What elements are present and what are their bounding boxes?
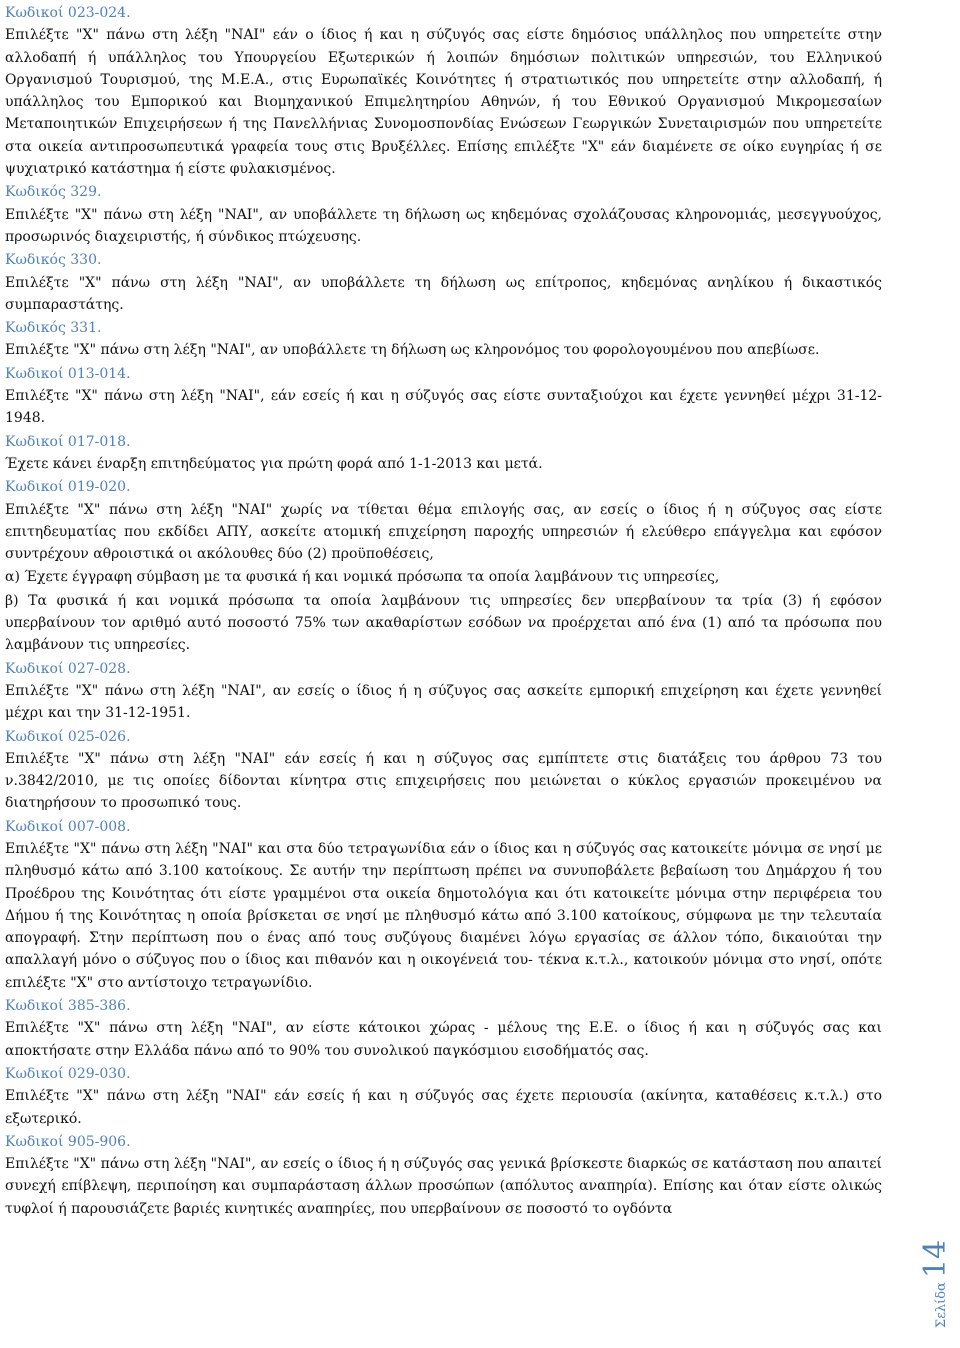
section-905-906	[5, 1131, 882, 1220]
section-385-386	[5, 995, 882, 1062]
section-paragraph: Επιλέξτε "Χ" πάνω στη λέξη "ΝΑΙ" εάν εσείς ή και η σύζυγός σας έχετε περιουσία (ακίνητα, καταθέσεις κ.τ.λ.) στο εξωτερικό.	[5, 1088, 882, 1127]
section-paragraph: Επιλέξτε "Χ" πάνω στη λέξη "ΝΑΙ" χωρίς να τίθεται θέμα επιλογής σας, αν εσείς ο ίδιος ή η σύζυγος σας είστε επιτηδευματίας που εκδίδει ΑΠΥ, ασκείτε ατομική επιχείρηση παροχής υπηρεσιών ή ελεύθερο επάγγελμα και εφόσον συντρέχουν αθροιστικά οι ακόλουθες δύο (2) προϋποθέσεις,	[5, 501, 882, 563]
section-heading: Κωδικός 329.	[5, 184, 102, 201]
section-heading: Κωδικοί 017-018.	[5, 433, 131, 450]
section-heading: Κωδικοί 007-008.	[5, 818, 131, 835]
section-paragraph: Επιλέξτε "Χ" πάνω στη λέξη "ΝΑΙ", αν είστε κάτοικοι χώρας - μέλους της Ε.Ε. ο ίδιος ή και η σύζυγός σας και αποκτήσατε στην Ελλάδα πάνω από το 90% του συνολικού παγκόσμιου εισοδήματός σας.	[5, 1020, 882, 1059]
section-heading: Κωδικοί 025-026.	[5, 728, 131, 745]
condition-b-paragraph: β) Τα φυσικά ή και νομικά πρόσωπα τα οποία λαμβάνουν τις υπηρεσίες δεν υπερβαίνουν τα τρία (3) ή εφόσον υπερβαίνουν τον αριθμό αυτό ποσοστό 75% των ακαθαρίστων εσόδων να προέρχεται από ένα (1) από τα πρόσωπα που λαμβάνουν τις υπηρεσίες.	[5, 592, 882, 654]
section-heading: Κωδικοί 905-906.	[5, 1133, 131, 1150]
document-body	[5, 2, 882, 1221]
section-heading: Κωδικοί 385-386.	[5, 998, 131, 1015]
condition-a-paragraph: α) Έχετε έγγραφη σύμβαση με τα φυσικά ή και νομικά πρόσωπα τα οποία λαμβάνουν τις υπηρεσίες,	[5, 569, 720, 586]
section-029-030	[5, 1063, 882, 1130]
section-paragraph: Επιλέξτε "Χ" πάνω στη λέξη "ΝΑΙ" και στα δύο τετραγωνίδια εάν ο ίδιος και η σύζυγός σας κατοικείτε μόνιμα σε νησί με πληθυσμό κάτω από 3.100 κατοίκους. Σε αυτήν την περίπτωση πρέπει να συνυποβάλετε βεβαίωση του Δημάρχου ή του Προέδρου της Κοινότητας ότι είστε γραμμένοι στα οικεία δημοτολόγια και ότι κατοικείτε μόνιμα στην περιφέρεια του Δήμου ή της Κοινότητας η οποία βρίσκεται σε νησί με πληθυσμό κάτω από 3.100 κατοίκους, σύμφωνα με την τελευταία απογραφή. Στην περίπτωση που ο ένας από τους συζύγους διαμένει λόγω εργασίας σε άλλον τόπο, δικαιούται την απαλλαγή μόνο ο σύζυγος που ο ίδιος και πιθανόν και η οικογένειά του- τέκνα κ.τ.λ., κατοικούν μόνιμα στο νησί, οπότε επιλέξτε "Χ" στο αντίστοιχο τετραγωνίδιο.	[5, 840, 882, 991]
section-paragraph: Επιλέξτε "Χ" πάνω στη λέξη "ΝΑΙ", αν υποβάλλετε τη δήλωση ως κληρονόμος του φορολογουμένου που απεβίωσε.	[5, 342, 820, 359]
section-paragraph: Επιλέξτε "Χ" πάνω στη λέξη "ΝΑΙ", αν υποβάλλετε τη δήλωση ως κηδεμόνας σχολάζουσας κληρονομιάς, μεσεγγυούχος, προσωρινός διαχειριστής, ή σύνδικος πτώχευσης.	[5, 206, 882, 245]
section-330	[5, 249, 882, 316]
section-027-028	[5, 658, 882, 725]
page-number: 14	[918, 1239, 953, 1279]
section-013-014	[5, 363, 882, 430]
section-paragraph: Επιλέξτε "Χ" πάνω στη λέξη "ΝΑΙ", αν εσείς ο ίδιος ή η σύζυγός σας γενικά βρίσκεστε διαρκώς σε κατάσταση που απαιτεί συνεχή επίβλεψη, περιποίηση και συμπαράσταση άλλων προσώπων (απόλυτος αναπηρία). Επίσης και όταν είστε ολικώς τυφλοί ή παρουσιάζετε βαριές κινητικές αναπηρίες, που υπερβαίνουν σε ποσοστό το ογδόντα	[5, 1156, 882, 1217]
section-paragraph: Επιλέξτε "Χ" πάνω στη λέξη "ΝΑΙ" εάν ο ίδιος ή και η σύζυγός σας είστε δημόσιος υπάλληλος που υπηρετείτε στην αλλοδαπή ή υπάλληλος του Υπουργείου Εξωτερικών ή λοιπών δημόσιων πολιτικών υπηρεσιών, του Ελληνικού Οργανισμού Τουρισμού, της Μ.Ε.Α., στις Ευρωπαϊκές Κοινότητες ή στρατιωτικός που υπηρετείτε στην αλλοδαπή, ή υπάλληλος του Εμπορικού και Βιομηχανικού Επιμελητηρίου Αθηνών, ή του Εθνικού Οργανισμού Μικρομεσαίων Μεταποιητικών Επιχειρήσεων ή της Πανελλήνιας Συνομοσπονδίας Ενώσεων Γεωργικών Συνεταιρισμών που υπηρετείτε στα οικεία αντιπροσωπευτικά γραφεία τους στις Βρυξέλλες. Επίσης επιλέξτε "Χ" εάν διαμένετε σε οίκο ευγηρίας ή σε ψυχιατρικό κατάστημα ή είστε φυλακισμένος.	[5, 27, 882, 178]
section-paragraph: Επιλέξτε "Χ" πάνω στη λέξη "ΝΑΙ" εάν εσείς ή και η σύζυγος σας εμπίπτετε στις διατάξεις του άρθρου 73 του ν.3842/2010, με τις οποίες δίδονται κίνητρα στις επιχειρήσεις που μειώνεται ο κύκλος εργασιών προκειμένου να διατηρήσουν το προσωπικό τους.	[5, 750, 882, 812]
section-007-008	[5, 816, 882, 994]
section-heading: Κωδικοί 023-024.	[5, 5, 131, 21]
section-023-024	[5, 2, 882, 180]
section-019-020	[5, 476, 882, 656]
section-heading: Κωδικός 331.	[5, 320, 102, 337]
section-heading: Κωδικοί 013-014.	[5, 365, 131, 382]
section-paragraph: Επιλέξτε "Χ" πάνω στη λέξη "ΝΑΙ", αν εσείς ο ίδιος ή η σύζυγος σας ασκείτε εμπορική επιχείρηση και έχετε γεννηθεί μέχρι και την 31-12-1951.	[5, 682, 882, 722]
section-heading: Κωδικοί 029-030.	[5, 1065, 131, 1082]
section-329	[5, 181, 882, 248]
page-label: Σελίδα	[934, 1282, 949, 1328]
section-025-026	[5, 726, 882, 815]
section-heading: Κωδικός 330.	[5, 252, 102, 269]
section-paragraph: Έχετε κάνει έναρξη επιτηδεύματος για πρώτη φορά από 1-1-2013 και μετά.	[5, 455, 543, 472]
section-heading: Κωδικοί 027-028.	[5, 660, 131, 677]
section-paragraph: Επιλέξτε "Χ" πάνω στη λέξη "ΝΑΙ", αν υποβάλλετε τη δήλωση ως επίτροπος, κηδεμόνας ανηλίκου ή δικαστικός συμπαραστάτης.	[5, 274, 882, 313]
section-paragraph: Επιλέξτε "Χ" πάνω στη λέξη "ΝΑΙ", εάν εσείς ή και η σύζυγός σας είστε συνταξιούχοι και έχετε γεννηθεί μέχρι 31-12-1948.	[5, 388, 882, 427]
page-number-footer	[914, 1222, 954, 1332]
section-331	[5, 317, 882, 362]
section-heading: Κωδικοί 019-020.	[5, 479, 131, 496]
section-017-018	[5, 431, 882, 476]
